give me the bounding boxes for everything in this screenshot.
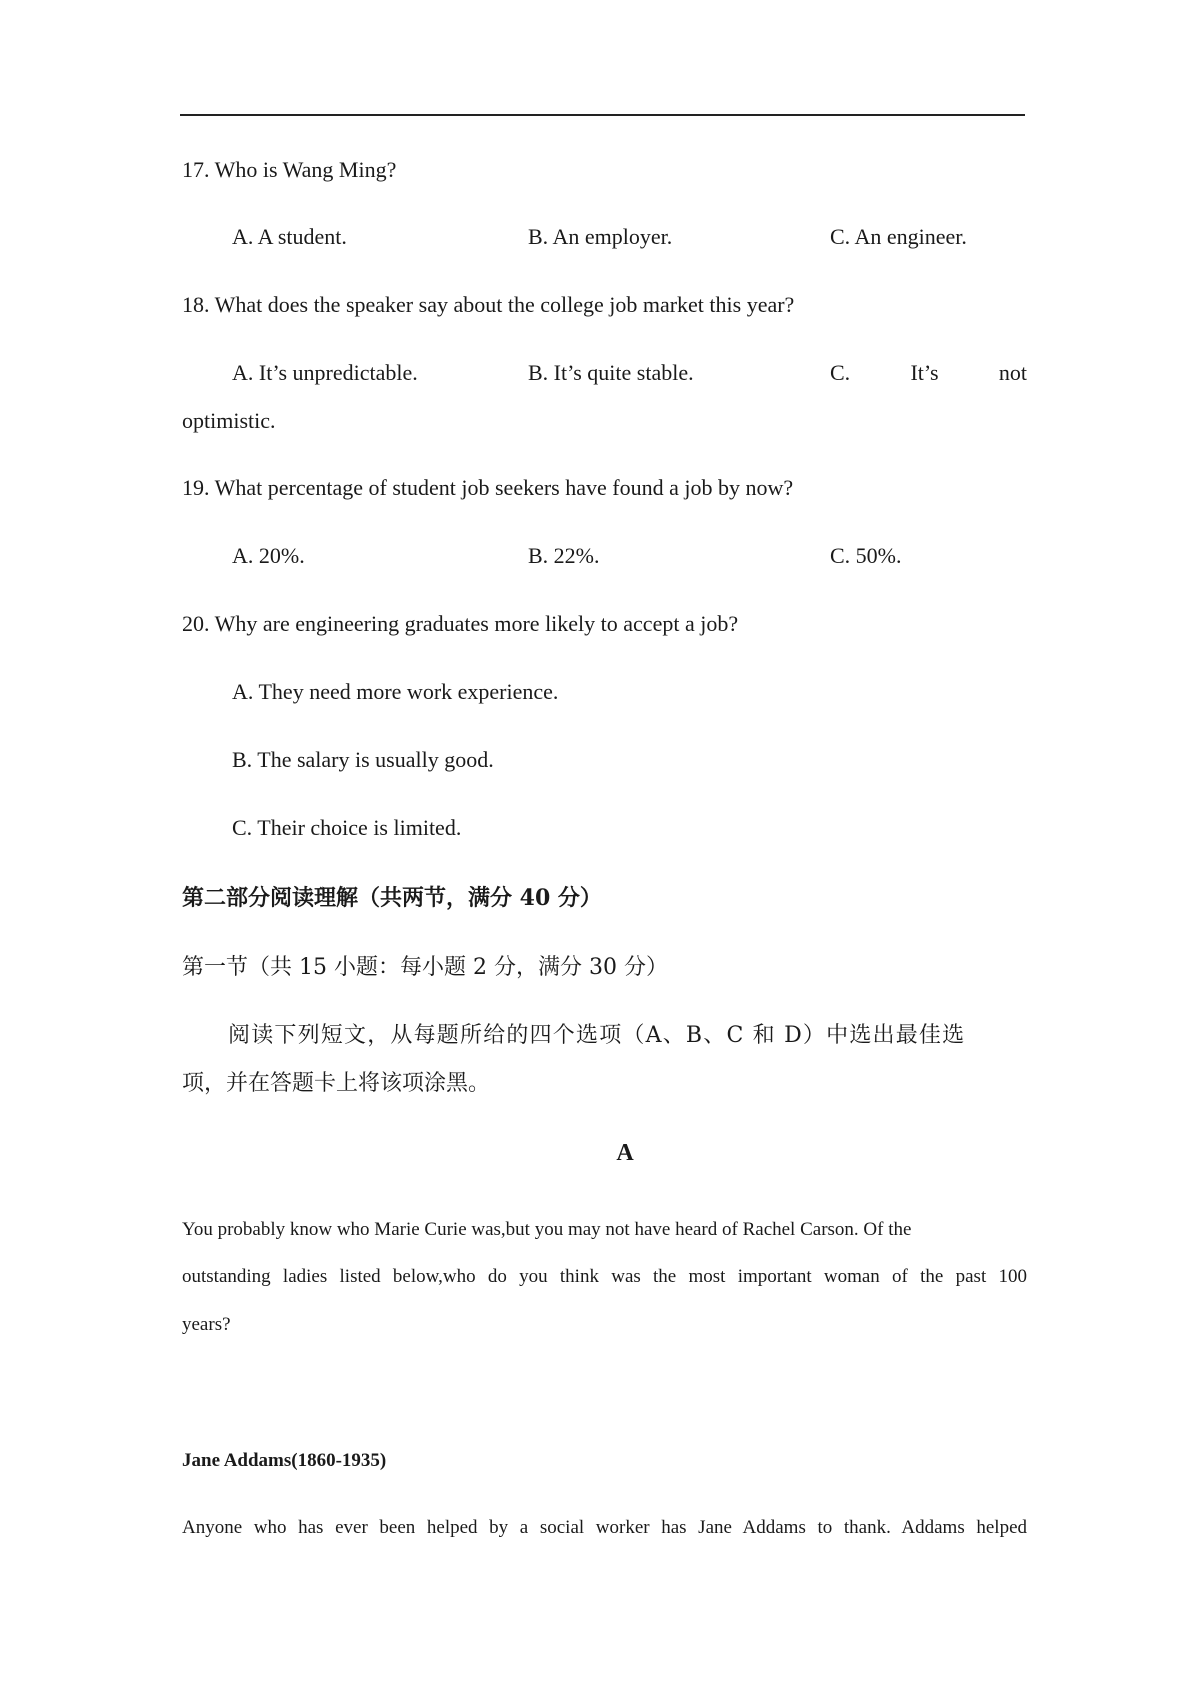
passage-intro-line-1-text: You probably know who Marie Curie was,but you may not have heard of Rachel Carson. Of the	[182, 1219, 912, 1240]
section1-heading: 第一节（共 15 小题：每小题 2 分，满分 30 分）	[182, 955, 668, 980]
question-17-option-a[interactable]: A. A student.	[232, 224, 347, 249]
part2-heading: 第二部分阅读理解（共两节，满分 40 分）	[182, 885, 602, 911]
question-19-option-c[interactable]: C. 50%.	[830, 543, 902, 568]
question-19-stem: 19. What percentage of student job seekers have found a job by now?	[182, 475, 794, 500]
question-20-option-b[interactable]: B. The salary is usually good.	[232, 747, 494, 772]
passage-intro-line-1	[182, 1219, 1027, 1241]
question-18-option-c[interactable]	[830, 360, 1027, 386]
instruction-line-1: 阅读下列短文，从每题所给的四个选项（A、B、C 和 D）中选出最佳选	[228, 1023, 966, 1048]
question-19-option-b[interactable]: B. 22%.	[528, 543, 600, 568]
person-heading: Jane Addams(1860-1935)	[182, 1450, 387, 1471]
passage-intro-line-3: years?	[182, 1314, 231, 1335]
question-17-option-c[interactable]: C. An engineer.	[830, 224, 967, 249]
instruction-line-2: 项，并在答题卡上将该项涂黑。	[182, 1071, 491, 1096]
header-rule	[180, 114, 1025, 116]
passage-intro-line-2: outstanding ladies listed below,who do you think was the most important woman of the past 100	[182, 1266, 1027, 1287]
question-18-option-a[interactable]: A. It’s unpredictable.	[232, 360, 418, 385]
question-19-option-a[interactable]: A. 20%.	[232, 543, 305, 568]
question-18-option-c-wrap: optimistic.	[182, 408, 276, 433]
question-20-option-a[interactable]: A. They need more work experience.	[232, 679, 559, 704]
question-17-stem: 17. Who is Wang Ming?	[182, 157, 397, 182]
question-18-option-c-word2: not	[998, 360, 1027, 385]
person-text: Anyone who has ever been helped by a social worker has Jane Addams to thank. Addams helped	[182, 1517, 1027, 1538]
question-20-stem: 20. Why are engineering graduates more likely to accept a job?	[182, 611, 739, 636]
question-18-option-b[interactable]: B. It’s quite stable.	[528, 360, 694, 385]
question-18-option-c-letter: C.	[830, 360, 851, 385]
passage-title: A	[616, 1140, 634, 1166]
question-18-option-c-word1: It’s	[910, 360, 939, 385]
question-18-stem: 18. What does the speaker say about the college job market this year?	[182, 292, 795, 317]
question-17-option-b[interactable]: B. An employer.	[528, 224, 673, 249]
question-20-option-c[interactable]: C. Their choice is limited.	[232, 815, 462, 840]
